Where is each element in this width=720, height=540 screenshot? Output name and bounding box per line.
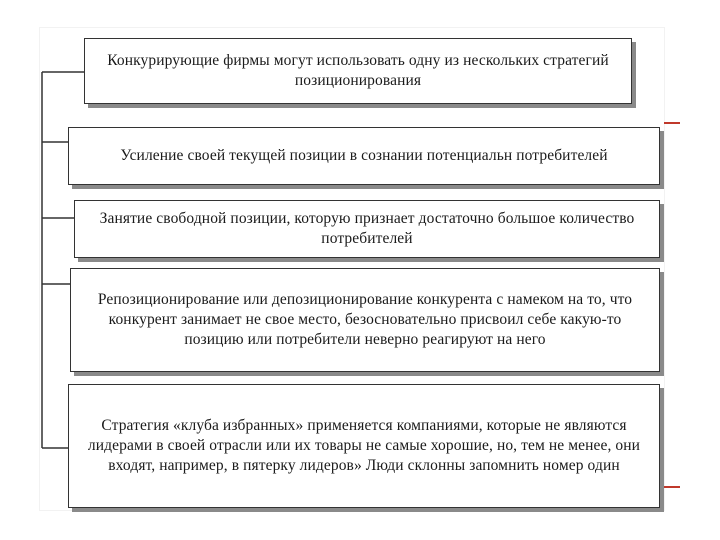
strategy-box-1	[68, 127, 660, 185]
accent-dash-top	[664, 122, 680, 124]
title-box-text: Конкурирующие фирмы могут использовать одну из нескольких стратегий позиционирования	[107, 52, 609, 89]
strategy-2-text: Занятие свободной позиции, которую признает достаточно большое количество потребителей	[99, 210, 635, 247]
strategy-box-4	[68, 384, 660, 508]
strategy-box-3	[70, 268, 660, 372]
strategy-box-2	[74, 200, 660, 258]
strategy-3-text: Репозиционирование или депозиционирование конкурента с намеком на то, что конкурент занимает не свое место, безосновательно присвоил себе какую-то позицию или потребители неверно реагируют на него	[97, 291, 633, 348]
accent-dash-bottom	[664, 486, 680, 488]
strategy-4-text: Стратегия «клуба избранных» применяется компаниями, которые не являются лидерами в своей отрасли или их товары не самые хорошие, но, тем не менее, они входят, например, в пятерку лидеров» Люди склонны запомнить номер один	[87, 417, 641, 474]
title-box	[84, 38, 632, 104]
strategy-1-text: Усиление своей текущей позиции в сознании потенциальн потребителей	[120, 147, 608, 165]
